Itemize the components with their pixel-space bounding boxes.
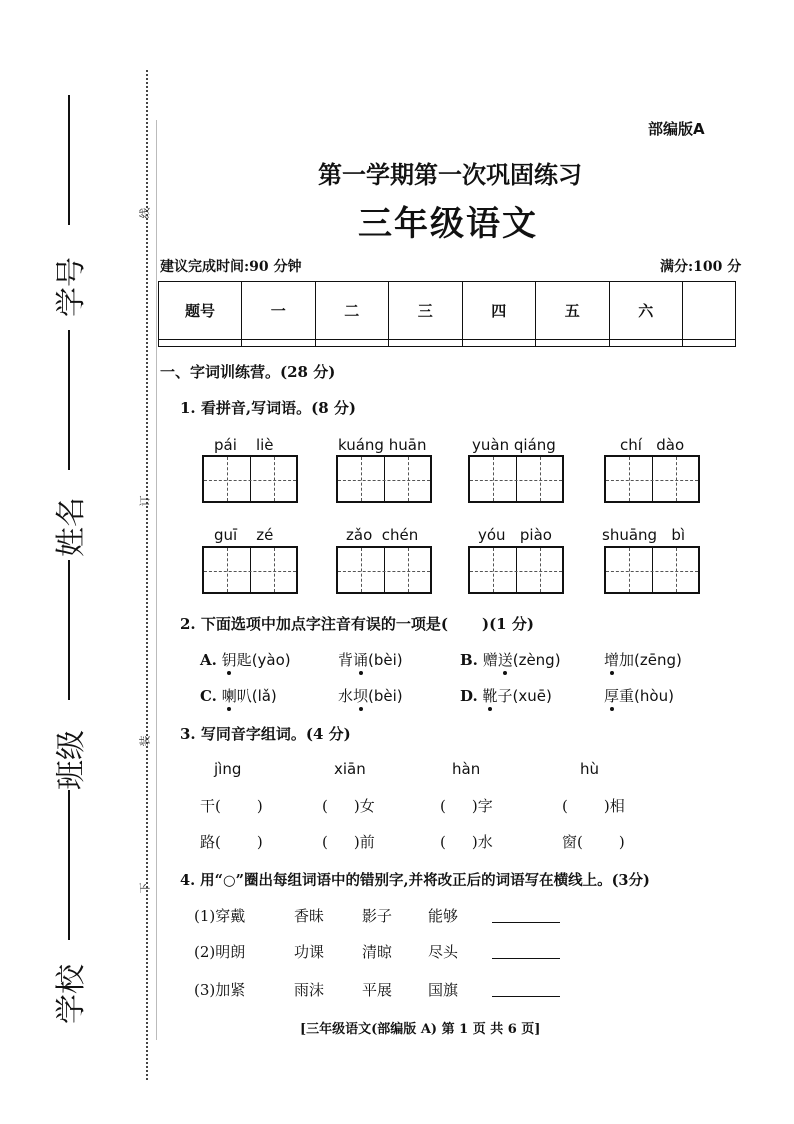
writing-grid-6[interactable]	[336, 546, 432, 594]
time-hint: 建议完成时间:90 分钟	[160, 259, 302, 275]
score-col-6: 六	[609, 282, 683, 340]
q4-answer-line-2[interactable]	[492, 958, 560, 959]
q4-row3-w2: 雨沫	[294, 981, 325, 999]
q4-answer-line-1[interactable]	[492, 922, 560, 923]
score-cell-label[interactable]	[159, 339, 242, 346]
class-label: 班级	[54, 730, 89, 790]
writing-grid-8[interactable]	[604, 546, 700, 594]
q4-row3-w3: 平展	[362, 981, 393, 999]
q1-pinyin-1: pái liè	[214, 436, 274, 454]
score-col-3: 三	[389, 282, 463, 340]
score-col-2: 二	[315, 282, 389, 340]
q3-pinyin-2: xiān	[334, 760, 366, 778]
score-cell[interactable]	[389, 339, 463, 346]
cut-mark-zhuang: 装	[138, 735, 152, 747]
writing-grid-1[interactable]	[202, 455, 298, 503]
q3-row2-item4: 窗( )	[562, 833, 625, 851]
q4-row1-w4: 能够	[428, 907, 459, 925]
q4-row2-w2: 功课	[294, 943, 325, 961]
cut-mark-xian: 线	[138, 207, 152, 219]
score-cell[interactable]	[462, 339, 536, 346]
score-cell[interactable]	[536, 339, 610, 346]
score-table	[158, 281, 736, 347]
full-score: 满分:100 分	[660, 259, 742, 275]
q1-pinyin-5: guī zé	[214, 526, 274, 544]
writing-grid-3[interactable]	[468, 455, 564, 503]
score-cell[interactable]	[609, 339, 683, 346]
q3-row1-item1: 干( )	[200, 797, 263, 815]
solid-edge-line	[156, 120, 157, 1040]
q2-option-a: A. 钥匙(yào)	[200, 651, 291, 669]
student-no-label: 学号	[54, 257, 89, 317]
q2-title: 2. 下面选项中加点字注音有误的一项是( )(1 分)	[180, 615, 534, 633]
q3-pinyin-1: jìng	[214, 760, 242, 778]
q4-title: 4. 用“○”圈出每组词语中的错别字,并将改正后的词语写在横线上。(3分)	[180, 872, 650, 889]
score-col-1: 一	[242, 282, 316, 340]
student-no-rule	[68, 95, 70, 225]
score-header-label: 题号	[159, 282, 242, 340]
cut-mark-xia: 下	[138, 882, 152, 894]
q4-row1-w1: (1)穿戴	[194, 907, 246, 925]
q3-pinyin-3: hàn	[452, 760, 481, 778]
score-col-4: 四	[462, 282, 536, 340]
q3-row2-item2: ( )前	[322, 833, 375, 851]
subject-title: 三年级语文	[358, 204, 538, 244]
q1-pinyin-7: yóu piào	[478, 526, 552, 544]
q1-pinyin-4: chí dào	[620, 436, 685, 454]
q1-pinyin-6: zǎo chén	[346, 526, 419, 544]
class-rule	[68, 560, 70, 700]
score-col-5: 五	[536, 282, 610, 340]
q2-option-b: B. 赠送(zèng)	[460, 651, 561, 669]
q2-option-d-word2: 厚重(hòu)	[604, 687, 674, 705]
q3-row1-item3: ( )字	[440, 797, 493, 815]
q4-row1-w2: 香昧	[294, 907, 325, 925]
school-label: 学校	[54, 964, 89, 1024]
q3-row1-item4: ( )相	[562, 797, 625, 815]
score-cell[interactable]	[683, 339, 736, 346]
q4-answer-line-3[interactable]	[492, 996, 560, 997]
q4-row2-w3: 清晾	[362, 943, 393, 961]
writing-grid-5[interactable]	[202, 546, 298, 594]
score-cell[interactable]	[242, 339, 316, 346]
writing-grid-7[interactable]	[468, 546, 564, 594]
q1-title: 1. 看拼音,写词语。(8 分)	[180, 399, 356, 417]
q3-pinyin-4: hù	[580, 760, 600, 778]
q2-option-b-word2: 增加(zēng)	[604, 651, 682, 669]
writing-grid-2[interactable]	[336, 455, 432, 503]
q2-option-a-word2: 背诵(bèi)	[338, 651, 403, 669]
q1-pinyin-8: shuāng bì	[602, 526, 686, 544]
exam-title: 第一学期第一次巩固练习	[318, 160, 582, 189]
q4-row3-w1: (3)加紧	[194, 981, 246, 999]
q1-pinyin-3: yuàn qiáng	[472, 436, 556, 454]
score-col-7	[683, 282, 736, 340]
q2-option-c-word2: 水坝(bèi)	[338, 687, 403, 705]
q4-row2-w1: (2)明朗	[194, 943, 246, 961]
q2-option-d: D. 靴子(xuē)	[460, 687, 552, 705]
section1-title: 一、字词训练营。(28 分)	[160, 363, 336, 381]
q2-option-c: C. 喇叭(lǎ)	[200, 687, 277, 705]
q4-row1-w3: 影子	[362, 907, 393, 925]
name-rule	[68, 330, 70, 470]
edition-label: 部编版A	[648, 120, 705, 138]
q3-row1-item2: ( )女	[322, 797, 375, 815]
name-label: 姓名	[54, 497, 89, 557]
writing-grid-4[interactable]	[604, 455, 700, 503]
school-rule	[68, 790, 70, 940]
cut-mark-ding: 订	[138, 495, 152, 507]
q4-row2-w4: 尽头	[428, 943, 459, 961]
q3-title: 3. 写同音字组词。(4 分)	[180, 725, 351, 743]
score-cell[interactable]	[315, 339, 389, 346]
q1-pinyin-2: kuáng huān	[338, 436, 427, 454]
page-footer: [三年级语文(部编版 A) 第 1 页 共 6 页]	[300, 1022, 541, 1037]
dotted-binding-line	[146, 70, 148, 1080]
q3-row2-item3: ( )水	[440, 833, 493, 851]
q4-row3-w4: 国旗	[428, 981, 459, 999]
q3-row2-item1: 路( )	[200, 833, 263, 851]
